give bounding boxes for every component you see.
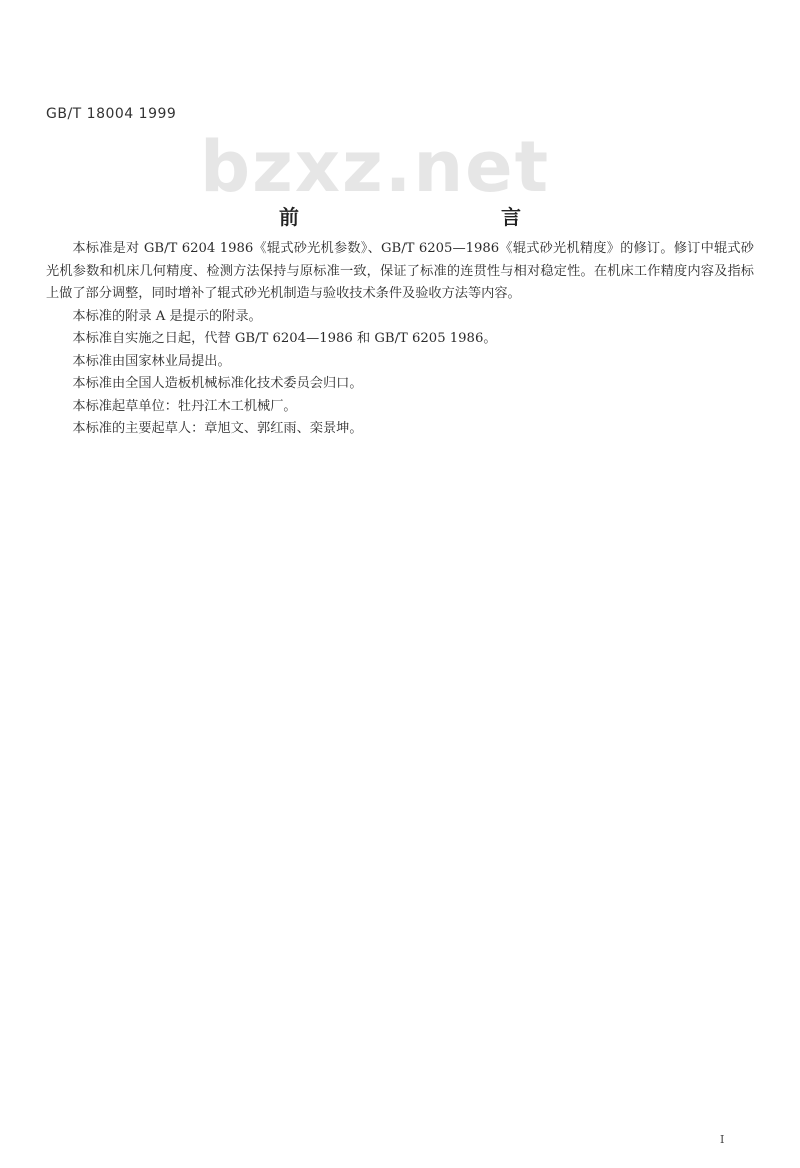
page-title: 前 言 bbox=[279, 205, 575, 229]
paragraph-appendix: 本标准的附录 A 是提示的附录。 bbox=[72, 308, 262, 324]
paragraph-drafters: 本标准的主要起草人：章旭文、郭红雨、栾景坤。 bbox=[72, 421, 363, 436]
paragraph-replaces: 本标准自实施之日起，代替 GB/T 6204—1986 和 GB/T 6205 1986。 bbox=[72, 331, 497, 346]
standard-code: GB/T 18004 1999 bbox=[46, 106, 177, 122]
paragraph-drafting-unit: 本标准起草单位：牡丹江木工机械厂。 bbox=[72, 398, 297, 414]
paragraph-proposer: 本标准由国家林业局提出。 bbox=[72, 353, 231, 369]
paragraph-committee: 本标准由全国人造板机械标准化技术委员会归口。 bbox=[72, 376, 363, 391]
page-number: I bbox=[720, 1133, 725, 1146]
paragraph-revision: 本标准是对 GB/T 6204 1986《辊式砂光机参数》、GB/T 6205—1986《辊式砂光机精度》的修订。修订中辊式砂光机参数和机床几何精度、检测方法保持与原标准一致，保证了标准的连贯性与相对稳定性。在机床工作精度内容及指标上做了部分调整，同时增补了辊式砂光机制造与验收技术条件及验收方法等内容。 bbox=[46, 241, 754, 301]
watermark-logo: bzxz.net bbox=[200, 126, 551, 208]
foreword-body bbox=[46, 238, 754, 441]
